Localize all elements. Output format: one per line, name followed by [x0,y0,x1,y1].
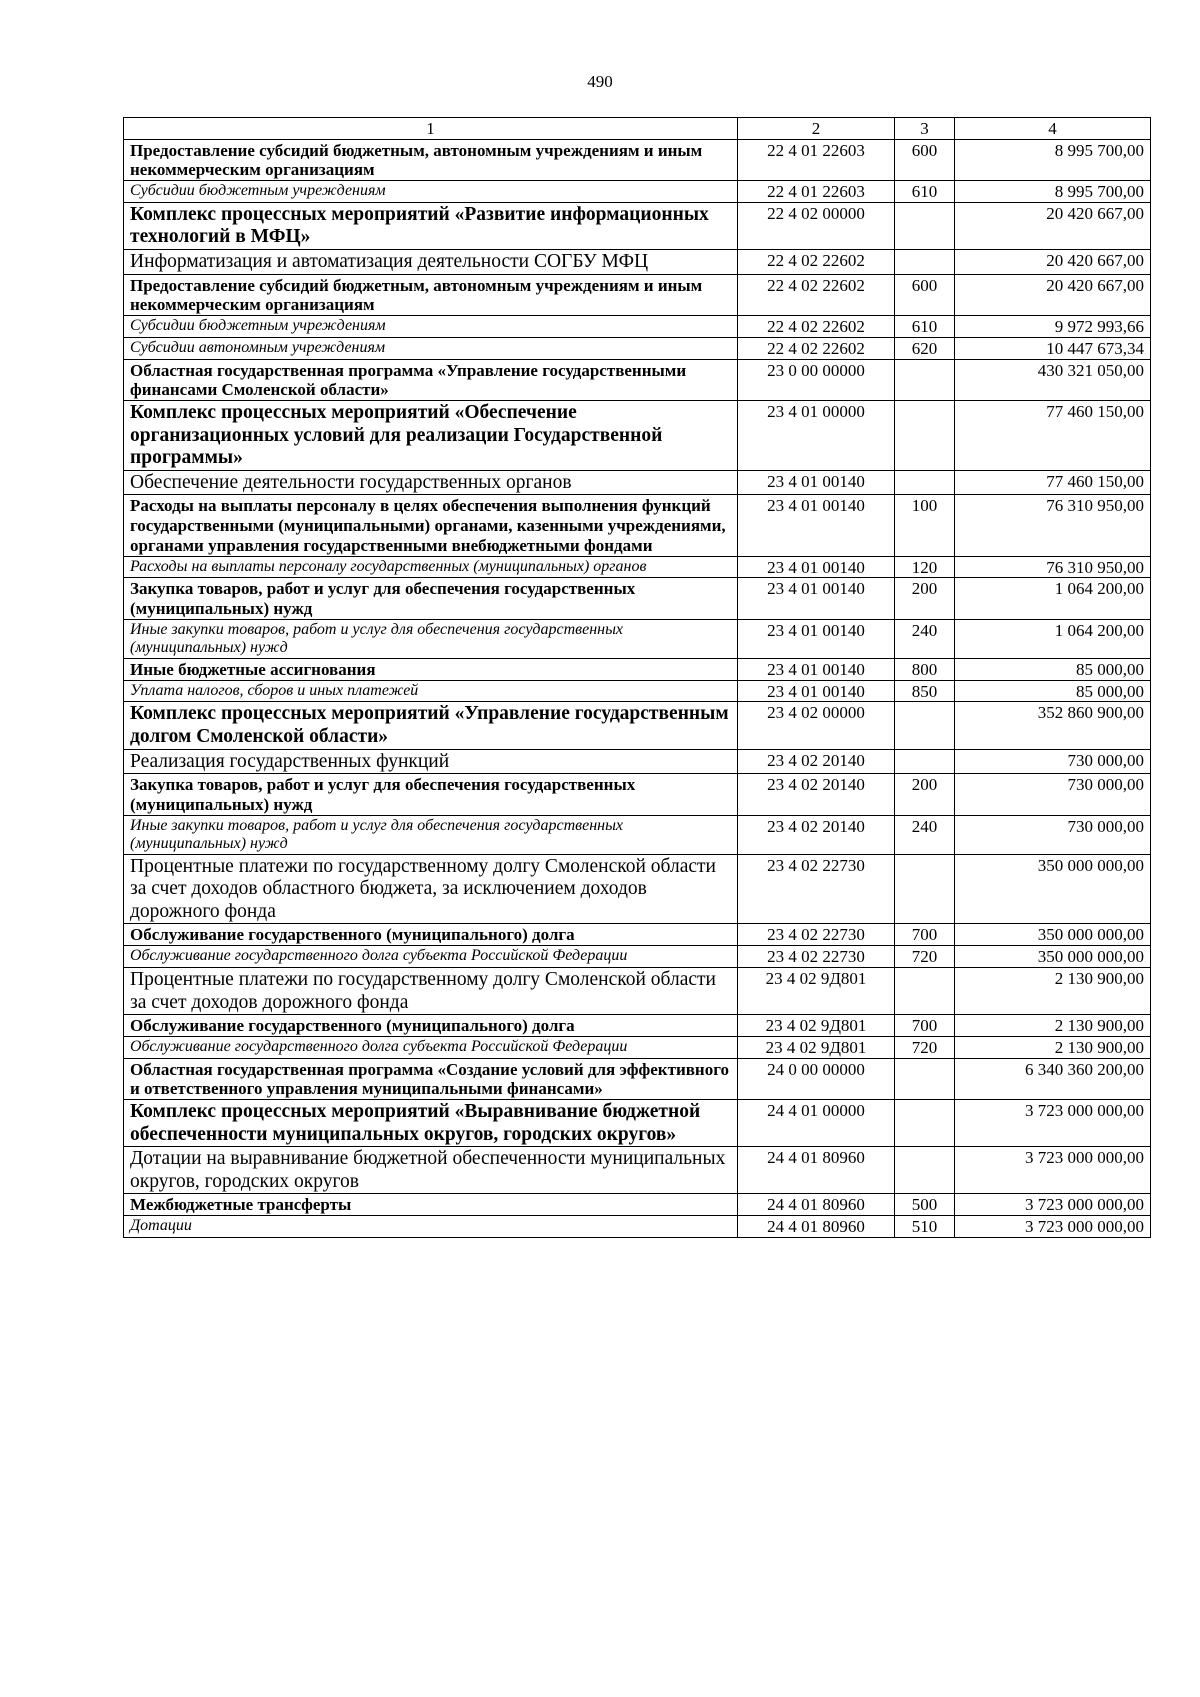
table-row [124,316,1151,338]
row-type [895,702,955,749]
row-code: 22 4 01 22603 [738,181,895,203]
row-amount: 77 460 150,00 [955,401,1151,471]
row-name: Процентные платежи по государственному долгу Смоленской области за счет доходов областного бюджета, за исключением доходов дорожного фонда [124,854,738,924]
row-code: 23 4 01 00140 [738,658,895,680]
row-name: Субсидии бюджетным учреждениям [124,316,738,338]
row-code: 24 4 01 80960 [738,1194,895,1216]
header-col-2: 2 [738,118,895,140]
row-name: Реализация государственных функций [124,749,738,774]
table-row [124,556,1151,578]
row-amount: 8 995 700,00 [955,181,1151,203]
row-type [895,967,955,1014]
row-name: Областная государственная программа «Создание условий для эффективного и ответственного управления муниципальными финансами» [124,1058,738,1099]
row-name: Дотации [124,1216,738,1238]
row-type: 200 [895,578,955,619]
row-name: Комплекс процессных мероприятий «Управление государственным долгом Смоленской области» [124,702,738,749]
header-col-3: 3 [895,118,955,140]
row-amount: 20 420 667,00 [955,202,1151,249]
row-code: 23 4 02 20140 [738,815,895,854]
table-row [124,854,1151,924]
row-name: Обслуживание государственного долга субъекта Российской Федерации [124,1036,738,1058]
budget-table [123,117,1151,1238]
row-amount: 9 972 993,66 [955,316,1151,338]
row-amount: 20 420 667,00 [955,250,1151,275]
row-type [895,250,955,275]
row-name: Процентные платежи по государственному долгу Смоленской области за счет доходов дорожного фонда [124,967,738,1014]
row-code: 24 4 01 80960 [738,1147,895,1194]
table-row [124,680,1151,702]
row-type: 800 [895,658,955,680]
table-row [124,139,1151,180]
row-name: Закупка товаров, работ и услуг для обеспечения государственных (муниципальных) нужд [124,774,738,815]
table-row [124,967,1151,1014]
table-row [124,1036,1151,1058]
row-type: 600 [895,274,955,315]
row-type [895,749,955,774]
row-amount: 10 447 673,34 [955,337,1151,359]
row-type [895,359,955,400]
row-name: Областная государственная программа «Управление государственными финансами Смоленской области» [124,359,738,400]
row-amount: 2 130 900,00 [955,967,1151,1014]
table-row [124,578,1151,619]
row-amount: 3 723 000 000,00 [955,1216,1151,1238]
row-code: 23 4 02 9Д801 [738,1036,895,1058]
row-name: Межбюджетные трансферты [124,1194,738,1216]
table-row [124,1100,1151,1147]
row-code: 23 4 01 00000 [738,401,895,471]
row-amount: 430 321 050,00 [955,359,1151,400]
row-type: 720 [895,946,955,968]
table-row [124,619,1151,658]
header-row [124,118,1151,140]
row-code: 22 4 02 22602 [738,250,895,275]
header-col-4: 4 [955,118,1151,140]
page-number: 490 [587,72,613,91]
row-code: 22 4 02 00000 [738,202,895,249]
row-type [895,470,955,495]
row-name: Комплекс процессных мероприятий «Выравнивание бюджетной обеспеченности муниципальных округов, городских округов» [124,1100,738,1147]
row-amount: 85 000,00 [955,658,1151,680]
row-name: Субсидии бюджетным учреждениям [124,181,738,203]
row-code: 22 4 02 22602 [738,274,895,315]
table-row [124,774,1151,815]
row-type: 610 [895,316,955,338]
table-row [124,274,1151,315]
row-name: Закупка товаров, работ и услуг для обеспечения государственных (муниципальных) нужд [124,578,738,619]
row-amount: 3 723 000 000,00 [955,1194,1151,1216]
row-code: 23 4 02 20140 [738,774,895,815]
header-col-1: 1 [124,118,738,140]
row-type [895,1100,955,1147]
table-row [124,749,1151,774]
row-name: Обслуживание государственного (муниципального) долга [124,924,738,946]
table-row [124,401,1151,471]
table-row [124,1015,1151,1037]
row-name: Комплекс процессных мероприятий «Развитие информационных технологий в МФЦ» [124,202,738,249]
row-type: 720 [895,1036,955,1058]
table-row [124,946,1151,968]
row-code: 24 4 01 00000 [738,1100,895,1147]
table-row [124,250,1151,275]
table-row [124,359,1151,400]
table-row [124,1147,1151,1194]
row-name: Обслуживание государственного долга субъекта Российской Федерации [124,946,738,968]
row-amount: 77 460 150,00 [955,470,1151,495]
row-amount: 730 000,00 [955,774,1151,815]
table-row [124,702,1151,749]
row-amount: 3 723 000 000,00 [955,1147,1151,1194]
row-amount: 76 310 950,00 [955,495,1151,556]
table-row [124,924,1151,946]
row-type: 600 [895,139,955,180]
row-name: Расходы на выплаты персоналу государственных (муниципальных) органов [124,556,738,578]
row-name: Комплекс процессных мероприятий «Обеспечение организационных условий для реализации Государственной программы» [124,401,738,471]
row-name: Иные закупки товаров, работ и услуг для обеспечения государственных (муниципальных) нужд [124,815,738,854]
row-type: 610 [895,181,955,203]
row-code: 23 4 01 00140 [738,556,895,578]
row-name: Иные бюджетные ассигнования [124,658,738,680]
row-name: Субсидии автономным учреждениям [124,337,738,359]
row-code: 23 4 01 00140 [738,619,895,658]
row-type: 200 [895,774,955,815]
row-type [895,1058,955,1099]
row-code: 23 4 02 9Д801 [738,1015,895,1037]
table-row [124,181,1151,203]
row-type [895,401,955,471]
row-amount: 350 000 000,00 [955,946,1151,968]
row-name: Информатизация и автоматизация деятельности СОГБУ МФЦ [124,250,738,275]
row-amount: 20 420 667,00 [955,274,1151,315]
budget-table-body [124,118,1151,1238]
table-row [124,337,1151,359]
row-amount: 350 000 000,00 [955,854,1151,924]
row-code: 23 4 02 00000 [738,702,895,749]
row-amount: 350 000 000,00 [955,924,1151,946]
row-amount: 8 995 700,00 [955,139,1151,180]
row-name: Предоставление субсидий бюджетным, автономным учреждениям и иным некоммерческим организациям [124,274,738,315]
row-type: 500 [895,1194,955,1216]
row-amount: 3 723 000 000,00 [955,1100,1151,1147]
row-amount: 6 340 360 200,00 [955,1058,1151,1099]
row-type: 620 [895,337,955,359]
row-amount: 352 860 900,00 [955,702,1151,749]
row-code: 23 4 02 22730 [738,946,895,968]
row-amount: 1 064 200,00 [955,619,1151,658]
row-name: Обслуживание государственного (муниципального) долга [124,1015,738,1037]
row-code: 22 4 01 22603 [738,139,895,180]
row-code: 23 0 00 00000 [738,359,895,400]
row-type: 100 [895,495,955,556]
row-name: Дотации на выравнивание бюджетной обеспеченности муниципальных округов, городских округов [124,1147,738,1194]
row-amount: 85 000,00 [955,680,1151,702]
row-code: 23 4 02 22730 [738,854,895,924]
row-type: 850 [895,680,955,702]
row-type: 240 [895,619,955,658]
row-code: 22 4 02 22602 [738,337,895,359]
row-code: 23 4 01 00140 [738,495,895,556]
row-type: 120 [895,556,955,578]
row-name: Предоставление субсидий бюджетным, автономным учреждениям и иным некоммерческим организациям [124,139,738,180]
row-type: 700 [895,924,955,946]
row-name: Расходы на выплаты персоналу в целях обеспечения выполнения функций государственными (муниципальными) органами, казенными учреждениями, органами управления государственными внебюджетными фондами [124,495,738,556]
table-row [124,495,1151,556]
table-row [124,1058,1151,1099]
row-code: 23 4 02 9Д801 [738,967,895,1014]
row-code: 23 4 01 00140 [738,578,895,619]
row-amount: 1 064 200,00 [955,578,1151,619]
table-row [124,1216,1151,1238]
row-code: 24 4 01 80960 [738,1216,895,1238]
row-type [895,202,955,249]
row-amount: 730 000,00 [955,815,1151,854]
table-row [124,1194,1151,1216]
row-name: Обеспечение деятельности государственных органов [124,470,738,495]
row-amount: 2 130 900,00 [955,1015,1151,1037]
table-row [124,202,1151,249]
row-code: 22 4 02 22602 [738,316,895,338]
row-code: 24 0 00 00000 [738,1058,895,1099]
row-code: 23 4 02 22730 [738,924,895,946]
row-name: Иные закупки товаров, работ и услуг для обеспечения государственных (муниципальных) нужд [124,619,738,658]
row-amount: 730 000,00 [955,749,1151,774]
row-type: 510 [895,1216,955,1238]
row-name: Уплата налогов, сборов и иных платежей [124,680,738,702]
table-row [124,658,1151,680]
row-type [895,854,955,924]
table-row [124,815,1151,854]
row-amount: 76 310 950,00 [955,556,1151,578]
row-code: 23 4 01 00140 [738,680,895,702]
row-code: 23 4 01 00140 [738,470,895,495]
row-code: 23 4 02 20140 [738,749,895,774]
row-type: 700 [895,1015,955,1037]
row-type [895,1147,955,1194]
table-row [124,470,1151,495]
row-amount: 2 130 900,00 [955,1036,1151,1058]
row-type: 240 [895,815,955,854]
